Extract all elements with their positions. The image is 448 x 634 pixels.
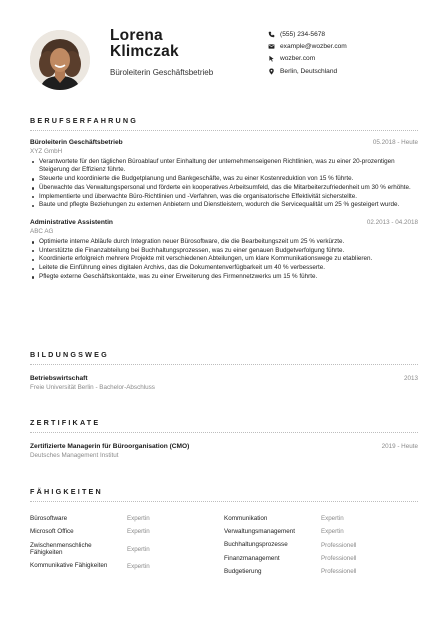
experience-entry xyxy=(30,219,418,281)
bullet-item: Implementierte und überwachte Büro-Richtlinien und -Verfahren, was die organisatorische Effektivität sicherstellte. xyxy=(30,193,418,202)
section-divider xyxy=(30,501,418,502)
entry-title: Administrative Assistentin xyxy=(30,219,113,227)
skill-name: Finanzmanagement xyxy=(224,554,280,562)
education-section xyxy=(30,350,418,391)
entry-title: Büroleiterin Geschäftsbetrieb xyxy=(30,139,123,146)
skill-level: Expertin xyxy=(127,528,150,536)
location-icon xyxy=(268,68,280,75)
skills-section xyxy=(30,487,418,578)
bullet-item: Steuerte und koordinierte die Budgetplanung und Bankgeschäfte, was zu einer Kostenreduktion von 15 % führte. xyxy=(30,175,418,184)
experience-heading: BERUFSERFAHRUNG xyxy=(30,116,139,125)
skill-name: Kommunikative Fähigkeiten xyxy=(30,562,108,570)
skill-row xyxy=(224,512,418,525)
education-heading: BILDUNGSWEG xyxy=(30,350,109,359)
entry-title: Betriebswirtschaft xyxy=(30,375,88,382)
skill-level: Professionell xyxy=(321,541,357,549)
contact-website xyxy=(268,53,428,65)
avatar-photo xyxy=(30,30,90,90)
contact-website-text[interactable]: wozber.com xyxy=(280,55,316,63)
skill-name: Verwaltungsmanagement xyxy=(224,528,296,536)
skill-name: Budgetierung xyxy=(224,568,262,576)
bullet-list xyxy=(30,158,418,211)
certificate-entry xyxy=(30,443,418,459)
contact-location xyxy=(268,65,428,77)
skill-row xyxy=(224,552,418,565)
skills-column-left xyxy=(30,512,224,578)
skill-row xyxy=(30,512,224,525)
section-divider xyxy=(30,130,418,131)
skill-row xyxy=(30,539,224,560)
bullet-list xyxy=(30,238,418,282)
entry-issuer: Deutsches Management Institut xyxy=(30,451,119,459)
skill-name: Zwischenmenschliche Fähigkeiten xyxy=(30,541,92,557)
section-divider xyxy=(30,364,418,365)
skill-row xyxy=(30,525,224,538)
education-entry xyxy=(30,375,418,391)
skill-level: Expertin xyxy=(321,515,344,523)
last-name: Klimczak xyxy=(110,43,179,60)
entry-title: Zertifizierte Managerin für Büroorganisation (CMO) xyxy=(30,443,190,450)
avatar xyxy=(30,30,90,90)
entry-date: 05.2018 - Heute xyxy=(372,139,418,146)
email-icon xyxy=(268,43,280,50)
skill-level: Expertin xyxy=(321,528,344,536)
contact-location-text: Berlin, Deutschland xyxy=(280,67,338,75)
skill-row xyxy=(224,525,418,538)
bullet-item: Baute und pflegte Beziehungen zu externen Anbietern und Dienstleistern, wodurch die Servicequalität um 25 % gesteigert wurde. xyxy=(30,201,418,210)
bullet-item: Überwachte das Verwaltungspersonal und förderte ein kooperatives Arbeitsumfeld, das die Mitarbeiterzufriedenheit um 30 % erhöhte. xyxy=(30,184,418,193)
certificates-section xyxy=(30,418,418,459)
skill-level: Expertin xyxy=(127,562,150,570)
skill-name: Bürosoftware xyxy=(30,514,68,522)
experience-section xyxy=(30,116,418,282)
skill-level: Expertin xyxy=(127,545,150,553)
skills-heading: FÄHIGKEITEN xyxy=(30,487,103,496)
certificates-heading: ZERTIFIKATE xyxy=(30,418,101,427)
skills-grid xyxy=(30,512,418,578)
entry-date: 02.2013 - 04.2018 xyxy=(366,219,418,227)
name-block xyxy=(110,28,260,77)
contact-phone-text: (555) 234-5678 xyxy=(280,30,326,38)
skill-level: Professionell xyxy=(321,555,357,563)
bullet-item: Optimierte interne Abläufe durch Integration neuer Bürosoftware, die die Bearbeitungszeit um 25 % verkürzte. xyxy=(30,238,418,247)
entry-date: 2019 - Heute xyxy=(381,443,418,450)
bullet-item: Verantwortete für den täglichen Büroablauf unter Einhaltung der unternehmenseigenen Richtlinien, was zu einer 20-prozentigen Steigerung der Effizienz führte. xyxy=(30,158,418,176)
entry-company: ABC AG xyxy=(30,227,54,235)
skill-level: Expertin xyxy=(127,515,150,523)
entry-institution: Freie Universität Berlin - Bachelor-Abschluss xyxy=(30,383,155,391)
skill-row xyxy=(30,560,224,573)
contact-phone xyxy=(268,28,428,40)
skills-column-right xyxy=(224,512,418,578)
skill-row xyxy=(224,565,418,578)
resume-header xyxy=(30,28,424,92)
section-divider xyxy=(30,432,418,433)
phone-icon xyxy=(268,31,280,38)
experience-entry xyxy=(30,139,418,210)
job-title: Büroleiterin Geschäftsbetrieb xyxy=(110,68,214,77)
skill-name: Kommunikation xyxy=(224,514,268,522)
link-icon xyxy=(268,55,280,62)
contact-email-text[interactable]: example@wozber.com xyxy=(280,42,347,50)
skill-name: Microsoft Office xyxy=(30,528,74,536)
contact-list xyxy=(268,28,428,77)
skill-name: Buchhaltungsprozesse xyxy=(224,541,288,549)
bullet-item: Leitete die Einführung eines digitalen Archivs, das die Dokumentenverfügbarkeit um 40 % verbesserte. xyxy=(30,264,418,273)
bullet-item: Unterstützte die Finanzabteilung bei Buchhaltungsprozessen, was zu einer genauen Budgetverfolgung führte. xyxy=(30,247,418,256)
first-name: Lorena xyxy=(110,27,163,44)
skill-row xyxy=(224,539,418,552)
entry-date: 2013 xyxy=(403,375,418,382)
contact-email xyxy=(268,40,428,52)
bullet-item: Koordinierte erfolgreich mehrere Projekte mit verschiedenen Abteilungen, um klare Kommunikationswege zu etablieren. xyxy=(30,255,418,264)
entry-company: XYZ GmbH xyxy=(30,147,63,155)
bullet-item: Pflegte externe Geschäftskontakte, was zu einer Erweiterung des Firmennetzwerks um 15 % führte. xyxy=(30,273,418,282)
skill-level: Professionell xyxy=(321,568,357,576)
